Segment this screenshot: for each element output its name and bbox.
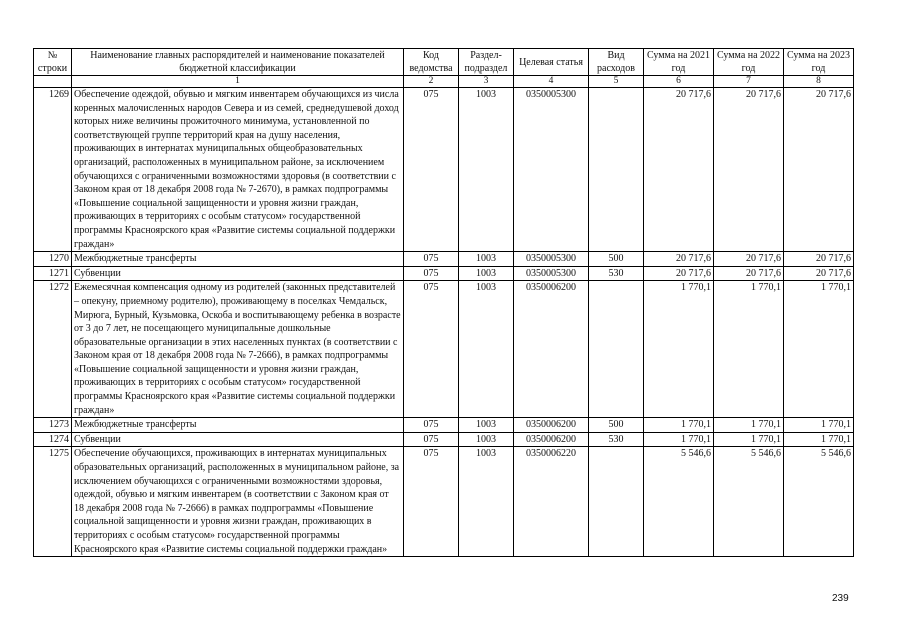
- row-expense-type: [589, 281, 644, 418]
- row-sum-2021: 1 770,1: [644, 281, 714, 418]
- row-target-article: 0350005300: [514, 88, 589, 252]
- row-sum-2023: 1 770,1: [784, 418, 854, 433]
- row-sum-2021: 20 717,6: [644, 252, 714, 267]
- row-name: Субвенции: [72, 266, 404, 281]
- row-sum-2021: 5 546,6: [644, 447, 714, 557]
- row-sum-2023: 20 717,6: [784, 252, 854, 267]
- budget-table: [33, 48, 854, 557]
- row-dept-code: 075: [404, 447, 459, 557]
- row-sum-2022: 1 770,1: [714, 281, 784, 418]
- table-row: [34, 266, 854, 281]
- row-name: Ежемесячная компенсация одному из родителей (законных представителей – опекуну, приемному родителю), проживающему в поселках Чемдальск, Мирюга, Бурный, Кузьмовка, Оскоба и воспитывающему ребенка в возрасте от 3 до 7 лет, не посещающего муниципальные дошкольные образовательные организации в этих населенных пунктах (в соответствии с Законом края от 18 декабря 2008 года № 7-2666), в рамках подпрограммы «Повышение социальной защищенности и уровня жизни граждан, проживающих в территориях с особым статусом» государственной программы Красноярского края «Развитие системы социальной поддержки граждан»: [72, 281, 404, 418]
- table-row: [34, 432, 854, 447]
- row-section: 1003: [459, 447, 514, 557]
- row-name: Субвенции: [72, 432, 404, 447]
- row-expense-type: 500: [589, 252, 644, 267]
- header-sum-2022: Сумма на 2022 год: [714, 49, 784, 76]
- column-number: 7: [714, 76, 784, 88]
- row-target-article: 0350006200: [514, 418, 589, 433]
- row-section: 1003: [459, 432, 514, 447]
- header-sum-2021: Сумма на 2021 год: [644, 49, 714, 76]
- row-section: 1003: [459, 266, 514, 281]
- column-number: 4: [514, 76, 589, 88]
- row-section: 1003: [459, 88, 514, 252]
- row-sum-2022: 20 717,6: [714, 266, 784, 281]
- row-dept-code: 075: [404, 252, 459, 267]
- row-name: Межбюджетные трансферты: [72, 252, 404, 267]
- row-sum-2022: 1 770,1: [714, 418, 784, 433]
- table-row: [34, 88, 854, 252]
- row-section: 1003: [459, 281, 514, 418]
- row-number: 1271: [34, 266, 72, 281]
- row-number: 1275: [34, 447, 72, 557]
- row-expense-type: [589, 88, 644, 252]
- row-sum-2023: 1 770,1: [784, 432, 854, 447]
- row-sum-2021: 20 717,6: [644, 266, 714, 281]
- header-expense-type: Вид расходов: [589, 49, 644, 76]
- header-sum-2023: Сумма на 2023 год: [784, 49, 854, 76]
- row-dept-code: 075: [404, 432, 459, 447]
- row-sum-2023: 20 717,6: [784, 266, 854, 281]
- header-dept-code: Код ведомства: [404, 49, 459, 76]
- row-sum-2022: 1 770,1: [714, 432, 784, 447]
- row-number: 1274: [34, 432, 72, 447]
- row-number: 1273: [34, 418, 72, 433]
- row-name: Межбюджетные трансферты: [72, 418, 404, 433]
- row-expense-type: 530: [589, 266, 644, 281]
- row-sum-2022: 20 717,6: [714, 252, 784, 267]
- row-target-article: 0350006200: [514, 432, 589, 447]
- row-section: 1003: [459, 252, 514, 267]
- row-name: Обеспечение обучающихся, проживающих в интернатах муниципальных образовательных организаций, расположенных в муниципальном районе, за исключением обучающихся с ограниченными возможностями здоровья, одеждой, обувью и мягким инвентарем (в соответствии с Законом края от 18 декабря 2008 года № 7-2666) в рамках подпрограммы «Повышение социальной защищенности и уровня жизни граждан, проживающих в территориях с особым статусом» государственной программы Красноярского края «Развитие системы социальной поддержки граждан»: [72, 447, 404, 557]
- row-sum-2023: 20 717,6: [784, 88, 854, 252]
- table-row: [34, 281, 854, 418]
- row-dept-code: 075: [404, 88, 459, 252]
- row-sum-2023: 1 770,1: [784, 281, 854, 418]
- header-section: Раздел-подраздел: [459, 49, 514, 76]
- table-row: [34, 418, 854, 433]
- row-sum-2021: 20 717,6: [644, 88, 714, 252]
- row-sum-2023: 5 546,6: [784, 447, 854, 557]
- row-expense-type: 530: [589, 432, 644, 447]
- row-target-article: 0350005300: [514, 252, 589, 267]
- row-sum-2021: 1 770,1: [644, 418, 714, 433]
- row-sum-2022: 20 717,6: [714, 88, 784, 252]
- row-sum-2022: 5 546,6: [714, 447, 784, 557]
- row-dept-code: 075: [404, 281, 459, 418]
- column-number: 3: [459, 76, 514, 88]
- row-section: 1003: [459, 418, 514, 433]
- header-target-article: Целевая статья: [514, 49, 589, 76]
- row-expense-type: 500: [589, 418, 644, 433]
- column-number-row: [34, 76, 854, 88]
- row-sum-2021: 1 770,1: [644, 432, 714, 447]
- column-number: [34, 76, 72, 88]
- row-target-article: 0350005300: [514, 266, 589, 281]
- row-number: 1269: [34, 88, 72, 252]
- row-target-article: 0350006200: [514, 281, 589, 418]
- table-row: [34, 447, 854, 557]
- header-row: [34, 49, 854, 76]
- column-number: 6: [644, 76, 714, 88]
- table-row: [34, 252, 854, 267]
- column-number: 5: [589, 76, 644, 88]
- row-name: Обеспечение одеждой, обувью и мягким инвентарем обучающихся из числа коренных малочисленных народов Севера и из семей, среднедушевой доход которых ниже величины прожиточного минимума, установленной по соответствующей группе территорий края на душу населения, проживающих в интернатах муниципальных общеобразовательных организаций, расположенных в муниципальном районе, за исключением обучающихся с ограниченными возможностями здоровья (в соответствии с Законом края от 18 декабря 2008 года № 7-2670), в рамках подпрограммы «Повышение социальной защищенности и уровня жизни граждан, проживающих в территориях с особым статусом» государственной программы Красноярского края «Развитие системы социальной поддержки граждан»: [72, 88, 404, 252]
- column-number: 8: [784, 76, 854, 88]
- header-row-number: № строки: [34, 49, 72, 76]
- page-number: 239: [832, 593, 849, 604]
- row-expense-type: [589, 447, 644, 557]
- row-number: 1272: [34, 281, 72, 418]
- header-name: Наименование главных распорядителей и наименование показателей бюджетной классификации: [72, 49, 404, 76]
- column-number: 1: [72, 76, 404, 88]
- row-dept-code: 075: [404, 266, 459, 281]
- row-dept-code: 075: [404, 418, 459, 433]
- row-target-article: 0350006220: [514, 447, 589, 557]
- column-number: 2: [404, 76, 459, 88]
- row-number: 1270: [34, 252, 72, 267]
